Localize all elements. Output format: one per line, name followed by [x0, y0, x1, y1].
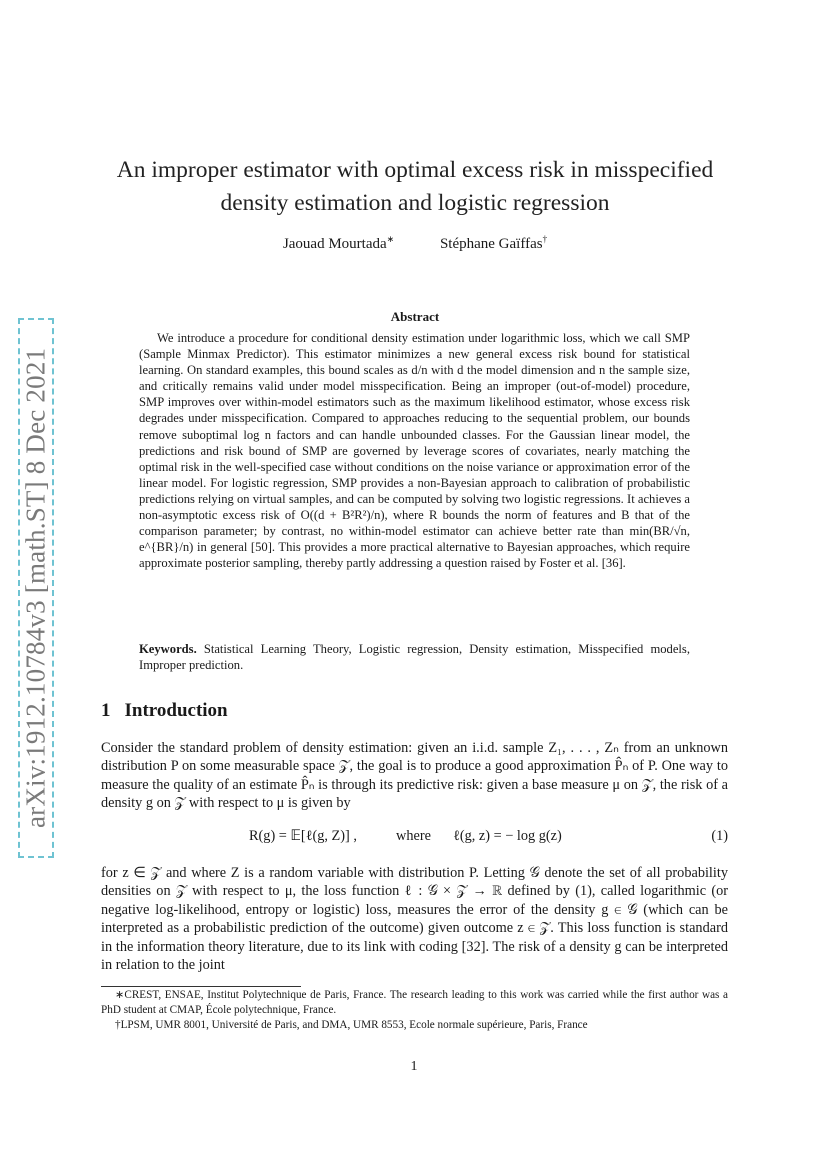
author-list — [90, 234, 740, 253]
intro-paragraph-1: Consider the standard problem of density estimation: given an i.i.d. sample Z₁, . . . , Zₙ from an unknown distribution P on some measurable space 𝒵, the goal is to produce a good approximation P̂ₙ of P. One way to measure the quality of an estimate P̂ₙ is through its predictive risk: given a base measure μ on 𝒵, the risk of a density g on 𝒵 with respect to μ is given by — [101, 740, 728, 812]
intro-paragraph-2: for z ∈ 𝒵 and where Z is a random variable with distribution P. Letting 𝒢 denote the set of all probability densities on 𝒵 with respect to μ, the loss function ℓ : 𝒢 × 𝒵 → ℝ defined by (1), called logarithmic (or negative log-likelihood, entropy or logistic) loss, measures the error of the density g ∈ 𝒢 (which can be interpreted as a probabilistic prediction of the outcome) given outcome z ∈ 𝒵. This loss function is standard in the information theory literature, due to its link with coding [32]. The risk of a density g can be interpreted in relation to the joint — [101, 865, 728, 974]
author-1-mark: ∗ — [386, 234, 395, 244]
equation-where: where — [396, 828, 431, 844]
author-2 — [440, 236, 547, 252]
footnote-1: ∗CREST, ENSAE, Institut Polytechnique de Paris, France. The research leading to this work was carried while the first author was a PhD student at CMAP, École polytechnique, France. — [101, 989, 728, 1016]
equation-rhs: ℓ(g, z) = − log g(z) — [453, 828, 562, 844]
equation-lhs: R(g) = 𝔼[ℓ(g, Z)] , — [249, 828, 357, 844]
equation-1 — [101, 828, 728, 848]
section-title: Introduction — [124, 700, 228, 721]
abstract-body: We introduce a procedure for conditional density estimation under logarithmic loss, which we call SMP (Sample Minmax Predictor). This estimator minimizes a new general excess risk bound for statistical learning. On standard examples, this bound scales as d/n with d the model dimension and n the sample size, and critically remains valid under model misspecification. Being an improper (out-of-model) procedure, SMP improves over within-model estimators such as the maximum likelihood estimator, whose excess risk degrades under misspecification. Compared to approaches reducing to the sequential problem, our bounds remove suboptimal log n factors and can handle unbounded classes. For the Gaussian linear model, the predictions and risk bound of SMP are governed by leverage scores of covariates, nearly matching the optimal risk in the well-specified case without conditions on the noise variance or approximation error of the linear model. For logistic regression, SMP provides a non-Bayesian approach to calibration of probabilistic predictions relying on virtual samples, and can be computed by solving two logistic regressions. It achieves a non-asymptotic excess risk of O((d + B²R²)/n), where R bounds the norm of features and B that of the comparison parameter; by contrast, no within-model estimator can achieve better rate than min(BR/√n, e^{BR}/n) in general [50]. This provides a more practical alternative to Bayesian approaches, which require approximate posterior sampling, thereby partly addressing a question raised by Foster et al. [36]. — [139, 331, 690, 571]
paper-title — [90, 154, 740, 220]
keywords — [139, 641, 690, 673]
title-line-1: An improper estimator with optimal excess risk in misspecified — [116, 157, 714, 183]
section-heading — [101, 700, 228, 722]
author-2-name: Stéphane Gaïffas — [439, 236, 543, 252]
author-1-name: Jaouad Mourtada — [282, 236, 387, 252]
keywords-label: Keywords. — [139, 642, 197, 656]
footnote-rule — [101, 986, 301, 987]
author-1 — [283, 236, 394, 252]
abstract-heading: Abstract — [390, 309, 440, 324]
arxiv-identifier: arXiv:1912.10784v3 [math.ST] 8 Dec 2021 — [20, 347, 51, 829]
page-number: 1 — [410, 1059, 418, 1074]
section-number: 1 — [101, 700, 111, 721]
title-line-2: density estimation and logistic regression — [220, 190, 610, 216]
keywords-text: Statistical Learning Theory, Logistic regression, Density estimation, Misspecified models, Improper prediction. — [139, 642, 690, 673]
footnote-2: †LPSM, UMR 8001, Université de Paris, and DMA, UMR 8553, Ecole normale supérieure, Paris, France — [115, 1019, 588, 1031]
equation-number: (1) — [711, 828, 728, 844]
author-2-mark: † — [542, 234, 548, 244]
